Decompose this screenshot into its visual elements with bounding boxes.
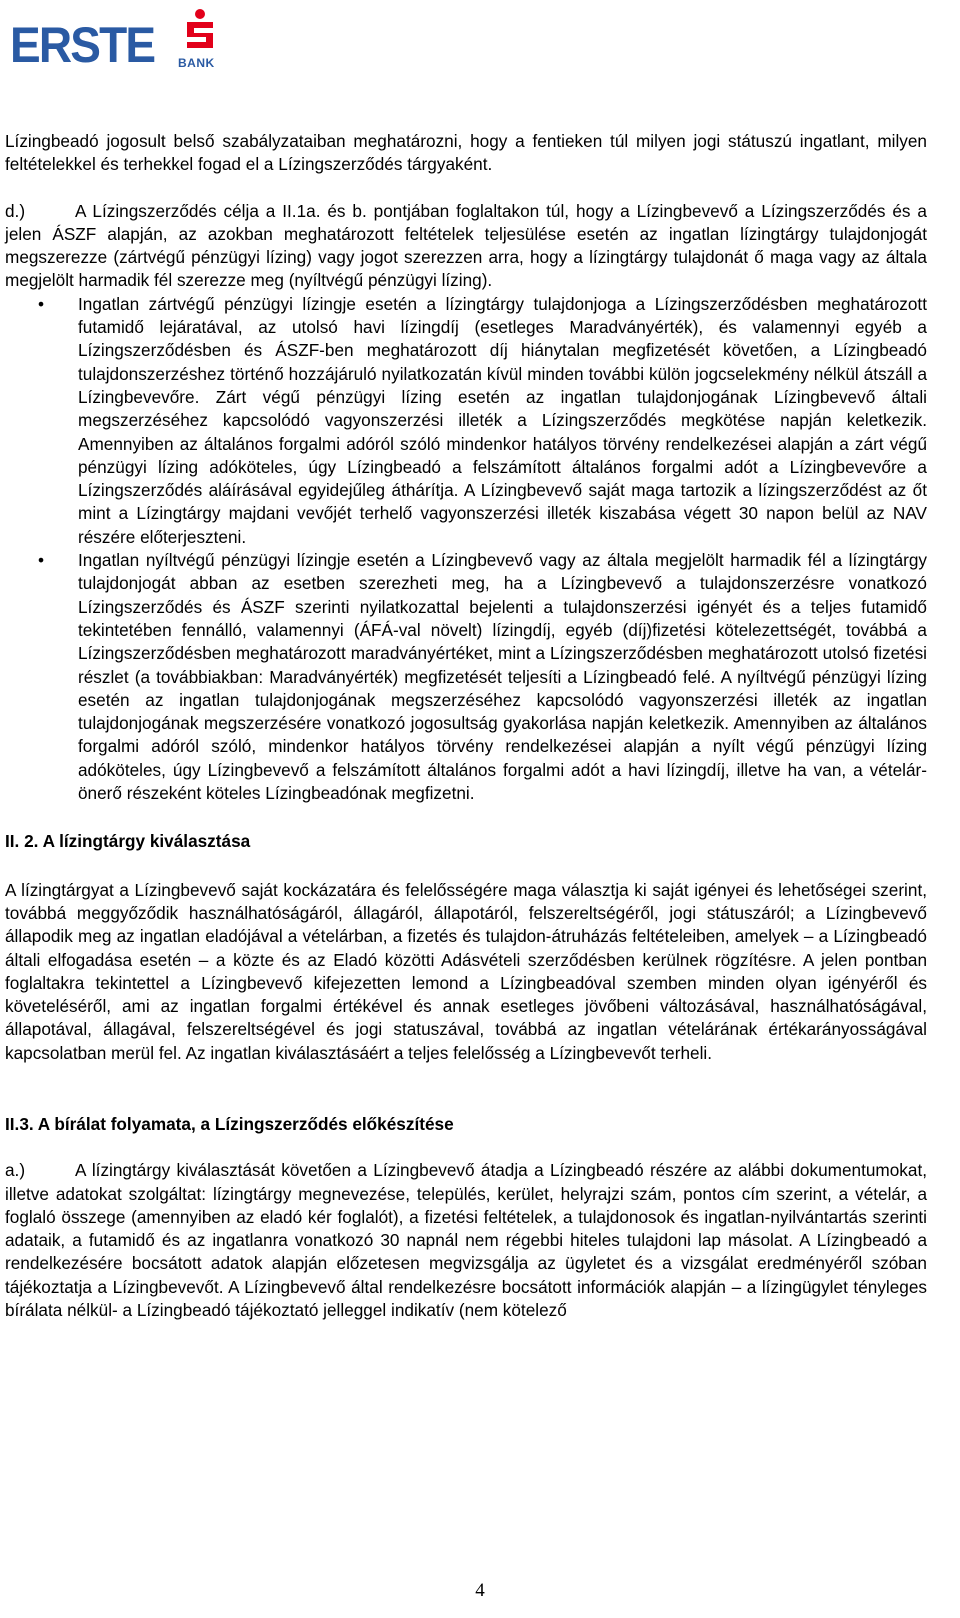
bullet-text-closed-end: Ingatlan zártvégű pénzügyi lízingje esetén a lízingtárgy tulajdonjoga a Lízingszerződésben meghatározott futamidő lejáratával, az utolsó havi lízingdíj (esetleges Maradványérték), és valamennyi egyéb a Lízingszerződésben és ÁSZF-ben meghatározott díj hiánytalan megfizetését követően, a Lízingbeadó tulajdonszerzéshez történő hozzájáruló nyilatkozatán kívül minden további külön jogcselekmény nélkül átszáll a Lízingbevevőre. Zárt végű pénzügyi lízing esetén az ingatlan tulajdonjogának Lízingbevevő általi megszerzéséhez kapcsolódó vagyonszerzési illeték a Lízingszerződés megkötése napján keletkezik. Amennyiben az általános forgalmi adóról szóló mindenkor hatályos törvény rendelkezései alapján a zárt végű pénzügyi lízing adóköteles, úgy Lízingbeadó a felszámított általános forgalmi adót a Lízingbevevőre a Lízingszerződés aláírásával egyidejűleg áthárítja. A Lízingbevevő saját maga tartozik a lízingszerződést az őt mint a Lízingtárgy majdani vevőjét terhelő vagyonszerzési illeték kiszabása végett 30 napon belül az NAV részére előterjeszteni. (78, 293, 927, 547)
bullet-icon: • (38, 550, 45, 571)
bullet-text-open-end: Ingatlan nyíltvégű pénzügyi lízingje esetén a Lízingbevevő vagy az általa megjelölt harmadik fél a lízingtárgy tulajdonjogát abban az esetben szerezheti meg, ha a Lízingbevevő a tulajdonszerzésre vonatkozó Lízingszerződés és ÁSZF szerinti nyilatkozattal bejelenti a tulajdonszerzési igényét és a teljes futamidő tekintetében fennálló, valamennyi (ÁFÁ-val növelt) lízingdíj, egyéb (díj)fizetési kötelezettségét, továbbá a Lízingszerződésben meghatározott maradványértéket, mint a Lízingszerződésben meghatározott utolsó fizetési részlet (a továbbiakban: Maradványérték) megfizetését teljesíti a Lízingbeadó felé. A nyíltvégű pénzügyi lízing esetén az ingatlan tulajdonjogának megszerzéséhez kapcsolódó vagyonszerzési illeték az ingatlan tulajdonjogának megszerzésére vonatkozó jogosultság gyakorlása napján keletkezik. Amennyiben az általános forgalmi adóról szóló, mindenkor hatályos törvény rendelkezései alapján a nyílt végű pénzügyi lízing adóköteles, úgy Lízingbevevő a felszámított általános forgalmi adót a havi lízingdíj, illetve ha van, a vételár-önerő részeként köteles Lízingbeadónak megfizetni. (78, 550, 927, 804)
section-heading-2-2: II. 2. A lízingtárgy kiválasztása (5, 831, 251, 852)
section-heading-2-3: II.3. A bírálat folyamata, a Lízingszerződés előkészítése (5, 1113, 454, 1134)
section-d-label: d.) (5, 200, 26, 221)
section-2-2-paragraph: A lízingtárgyat a Lízingbevevő saját kockázatára és felelősségére maga választja ki saját igényei és lehetőségei szerint, továbbá meggyőződik használhatóságáról, állagáról, állapotáról, felszereltségéről, jogi státuszáról; a Lízingbevevő állapodik meg az ingatlan eladójával a vételárban, a fizetés és tulajdon-átruházás feltételeiben, amelyek – a Lízingbeadó általi elfogadása esetén – a közte és az Eladó közötti Adásvételi szerződésben kerülnek rögzítésre. A jelen pontban foglaltakra tekintettel a Lízingbevevő kifejezetten lemond a Lízingbeadóval szemben minden olyan igényéről és követeléséről, ami az ingatlan forgalmi értékével és annak esetleges jövőbeni változásával, használhatóságával, állapotával, állagával, felszereltségével és jogi statuszával, továbbá az ingatlan vételárának értékarányosságával kapcsolatban merül fel. Az ingatlan kiválasztásáért a teljes felelősség a Lízingbevevőt terheli. (5, 879, 927, 1063)
section-a-text: A lízingtárgy kiválasztását követően a Lízingbevevő átadja a Lízingbeadó részére az alábbi dokumentumokat, illetve adatokat szolgáltat: lízingtárgy megnevezése, település, kerület, helyrajzi szám, pontos cím szerint, a vételár, a foglaló összege (amennyiben az eladó kér foglalót), a fizetési feltételek, a tulajdonosok és ingatlan-nyilvántartás szerinti adataik, a futamidő és az ingatlanra vonatkozó 30 napnál nem régebbi hiteles tulajdoni lap másolat. A Lízingbeadó a rendelkezésére bocsátott adatok alapján előzetesen megvizsgálja az ügyletet és a vizsgálat eredményéről szóban tájékoztatja a Lízingbevevőt. A Lízingbevevő által rendelkezésre bocsátott információk alapján – a lízingügylet tényleges bírálata nélkül- a Lízingbeadó tájékoztató jelleggel indikatív (nem kötelező (5, 1160, 927, 1321)
bullet-icon: • (38, 293, 45, 314)
section-d-text: A Lízingszerződés célja a II.1a. és b. pontjában foglaltakon túl, hogy a Lízingbevevő a Lízingszerződés és a jelen ÁSZF alapján, az azokban meghatározott feltételek teljesülése esetén az ingatlan lízingtárgy tulajdonjogát megszerezze (zártvégű pénzügyi lízing) vagy jogot szerezzen arra, hogy a lízingtárgy tulajdonát ő maga vagy az általa megjelölt harmadik fél szerezze meg (nyíltvégű pénzügyi lízing). (5, 200, 927, 291)
section-a-label: a.) (5, 1160, 26, 1181)
section-a-paragraph (5, 1159, 927, 1322)
erste-s-symbol-icon (183, 8, 217, 54)
list-item (5, 293, 927, 549)
section-d-paragraph (5, 200, 927, 293)
list-item (5, 549, 927, 805)
erste-bank-logo (8, 6, 215, 73)
document-body (5, 130, 927, 1322)
logo-wordmark: ERSTE (10, 17, 155, 73)
logo-bank-text: BANK (178, 56, 215, 70)
intro-paragraph: Lízingbeadó jogosult belső szabályzataiban meghatározni, hogy a fentieken túl milyen jogi státuszú ingatlant, milyen feltételekkel és terhekkel fogad el a Lízingszerződés tárgyaként. (5, 131, 927, 175)
page-number: 4 (475, 1580, 485, 1601)
